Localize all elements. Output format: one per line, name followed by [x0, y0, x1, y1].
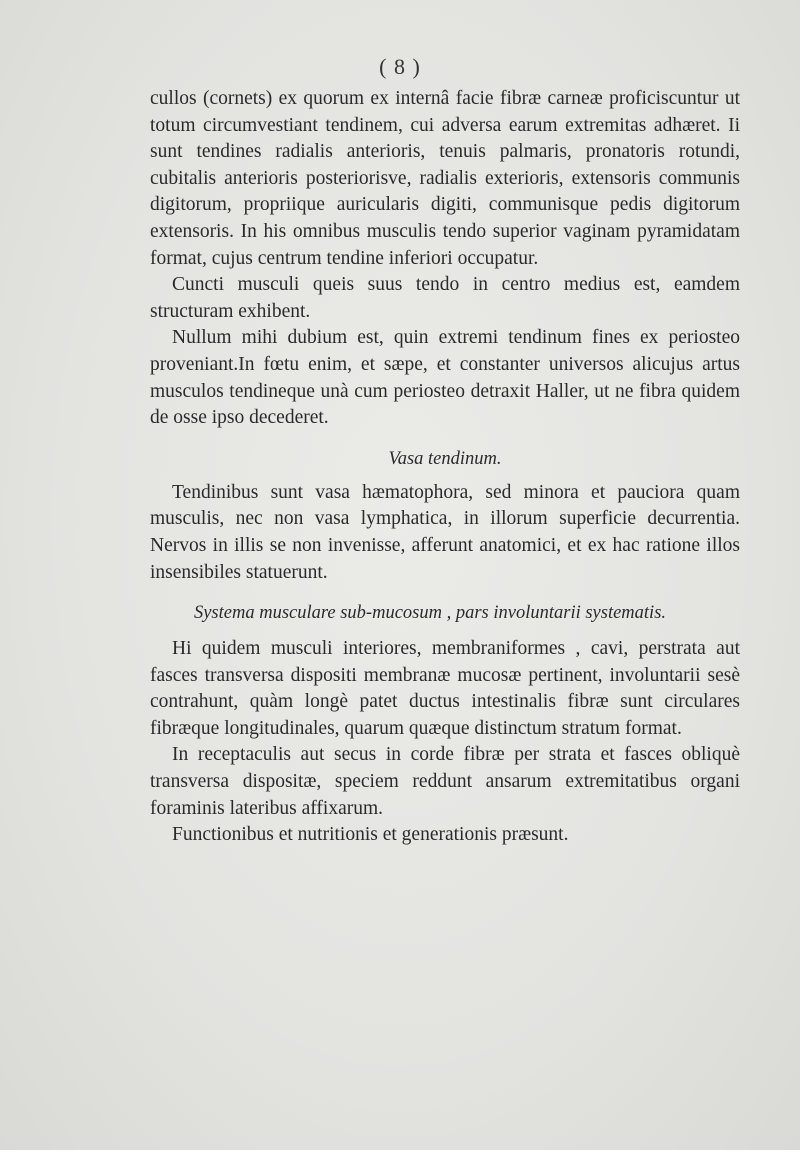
- paragraph-functionibus: Functionibus et nutritionis et generationis præsunt.: [172, 824, 569, 846]
- section-heading-vasa-tendinum: Vasa tendinum.: [388, 448, 502, 469]
- paragraph-cuncti: Cuncti musculi queis suus tendo in centro medius est, eamdem structuram exhibent.: [150, 274, 740, 322]
- section-heading-systema-musculare: Systema musculare sub-mucosum , pars involuntarii systematis.: [193, 603, 667, 624]
- page-number: ( 8 ): [379, 54, 421, 79]
- paragraph-tendinibus: Tendinibus sunt vasa hæmatophora, sed minora et pauciora quam musculis, nec non vasa lymphatica, in illorum superficie decurrentia. Nervos in illis se non invenisse, afferunt anatomici, et ex hac ratione illos insensibiles statuerunt.: [150, 481, 740, 583]
- paragraph-in-receptaculis: In receptaculis aut secus in corde fibræ per strata et fasces obliquè transversa dispositæ, speciem reddunt ansarum extremitatibus organi foraminis lateribus affixarum.: [150, 744, 740, 819]
- body-text: [150, 86, 740, 849]
- paragraph-nullum: Nullum mihi dubium est, quin extremi tendinum fines ex periosteo proveniant.In fœtu enim, et sæpe, et constanter universos alicujus artus musculos tendineque unà cum periosteo detraxit Haller, ut ne fibra quidem de osse ipso decederet.: [150, 327, 740, 429]
- paragraph-hi-quidem: Hi quidem musculi interiores, membraniformes , cavi, perstrata aut fasces transversa dispositi membranæ mucosæ pertinent, involuntarii sesè contrahunt, quàm longè patet ductus intestinalis fibræ sunt circulares fibræque longitudinales, quarum quæque distinctum stratum format.: [150, 638, 740, 739]
- paragraph-continuation: cullos (cornets) ex quorum ex internâ facie fibræ carneæ proficiscuntur ut totum circumvestiant tendinem, cui adversa earum extremitas adhæret. Ii sunt tendines radialis anterioris, tenuis palmaris, pronatoris rotundi, cubitalis anterioris posteriorisve, radialis exterioris, extensoris communis digitorum, propriique auricularis digiti, communisque pedis digitorum extensoris. In his omnibus musculis tendo superior vaginam pyramidatam format, cujus centrum tendine inferiori occupatur.: [150, 88, 740, 269]
